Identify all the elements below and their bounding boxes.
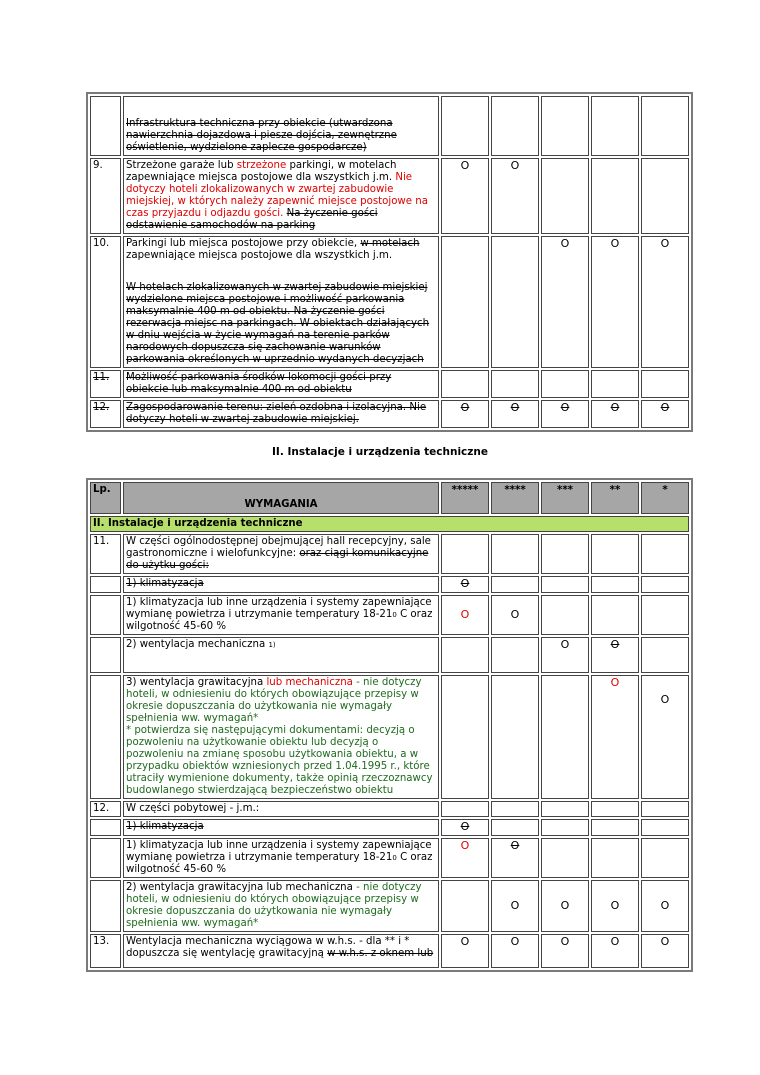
requirement-cell [123,637,439,673]
mark-cell [441,801,489,817]
mark-cell [641,801,689,817]
mark-cell [441,236,489,368]
row-number-cell [90,675,121,799]
mark-cell [641,158,689,234]
mark-o-struck: O [610,401,620,414]
header-5-stars: ***** [441,482,489,514]
requirement-text-struck: Na życzenie gości odstawienie samochodów na parking [126,208,378,231]
row-number-cell [90,880,121,932]
row-number-cell [90,819,121,836]
mark-cell [641,637,689,673]
mark-cell [641,675,689,799]
mark-cell [441,819,489,836]
mark-o-struck: O [460,401,470,414]
requirement-text: C oraz wilgotność 45-60 % [126,852,433,875]
requirement-cell [123,675,439,799]
row-number-cell [90,637,121,673]
mark-cell [641,595,689,635]
mark-o: O [610,676,620,689]
mark-o: O [660,237,670,250]
mark-cell [541,158,589,234]
table-row [90,96,689,156]
requirement-text: 2) wentylacja mechaniczna [126,639,269,650]
mark-cell [591,801,639,817]
row-number: 13. [90,934,121,968]
mark-cell [491,838,539,878]
mark-cell [591,675,639,799]
mark-cell [491,880,539,932]
requirements-table-installations [86,478,693,972]
mark-o: O [510,898,520,912]
mark-cell [591,534,639,574]
mark-cell [491,534,539,574]
mark-cell [641,576,689,593]
mark-o: O [610,237,620,250]
mark-o: O [510,159,520,172]
mark-o: O [660,693,670,706]
table-row [90,576,689,593]
table-header-row [90,482,689,514]
mark-cell [491,370,539,398]
header-4-stars: **** [491,482,539,514]
row-number: 11. [90,370,121,398]
mark-o: O [560,638,570,651]
table-row [90,880,689,932]
mark-cell [491,576,539,593]
mark-cell [541,370,589,398]
mark-cell [441,595,489,635]
group-title: II. Instalacje i urządzenia techniczne [90,516,689,532]
requirement-cell [123,595,439,635]
requirement-cell [123,880,439,932]
mark-cell [491,637,539,673]
header-2-stars: ** [591,482,639,514]
section-heading: II. Instalacje i urządzenia techniczne [272,446,488,458]
requirement-text: 1) klimatyzacja lub inne urządzenia i systemy zapewniające wymianę powietrza i utrzymanie temperatury 18-21 [126,597,432,620]
requirement-text: W części pobytowej - j.m.: [126,803,260,814]
mark-o-struck: O [510,401,520,414]
mark-o-struck: O [610,638,620,651]
row-number-cell [90,838,121,878]
mark-o: O [610,935,620,948]
table-row [90,675,689,799]
mark-cell [641,370,689,398]
mark-cell [591,158,639,234]
mark-cell [641,838,689,878]
table-row [90,236,689,368]
requirement-text-struck: w w.h.s. z oknem lub [327,948,434,959]
mark-cell [591,595,639,635]
mark-cell [441,838,489,878]
mark-cell [541,595,589,635]
requirement-cell [123,838,439,878]
requirement-cell [123,819,439,836]
mark-cell [491,158,539,234]
row-number: 12. [90,400,121,428]
requirement-cell [123,801,439,817]
mark-cell [491,96,539,156]
requirement-cell [123,576,439,593]
mark-o-struck: O [560,401,570,414]
table-row [90,801,689,817]
header-3-stars: *** [541,482,589,514]
requirement-text-note: - nie dotyczy hoteli, w odniesieniu do których obowiązujące przepisy w okresie dopuszczania do użytkowania nie wymagały spełnienia ww. wymagań* [126,677,422,724]
mark-cell [541,236,589,368]
mark-o: O [510,607,520,621]
footnote-marker: 1) [268,641,276,649]
mark-o: O [460,607,470,621]
mark-cell [541,400,589,428]
mark-cell [591,236,639,368]
mark-cell [641,934,689,968]
requirement-text-struck: Zagospodarowanie terenu: zieleń ozdobna i izolacyjna. Nie dotyczy hoteli w zwartej zabudowie miejskiej. [126,402,427,425]
row-number: 12. [90,801,121,817]
table-row [90,934,689,968]
requirements-table-parking [86,92,693,432]
mark-o-struck: O [510,839,520,852]
mark-cell [591,400,639,428]
mark-cell [591,96,639,156]
mark-o: O [610,898,620,912]
mark-o: O [460,159,470,172]
header-1-star: * [641,482,689,514]
mark-cell [591,370,639,398]
requirement-text-added: strzeżone [236,160,287,171]
requirement-cell [123,96,439,156]
mark-cell [491,236,539,368]
table-row [90,534,689,574]
requirement-text-struck: 1) klimatyzacja [126,578,204,589]
mark-cell [491,595,539,635]
mark-o-struck: O [460,820,470,833]
row-number-cell [90,576,121,593]
mark-cell [591,576,639,593]
group-row [90,516,689,532]
requirement-text-struck: oraz ciągi komunikacyjne do użytku gości: [126,548,429,571]
mark-cell [541,819,589,836]
requirement-text: 3) wentylacja grawitacyjna [126,677,267,688]
requirement-text: 2) wentylacja grawitacyjna lub mechaniczna [126,882,353,893]
header-requirements: WYMAGANIA [123,482,439,514]
requirement-cell [123,934,439,968]
table-row [90,400,689,428]
row-number-cell [90,96,121,156]
mark-cell [441,158,489,234]
table-row [90,370,689,398]
mark-cell [491,801,539,817]
mark-o: O [560,898,570,912]
requirement-text-struck: w motelach [360,238,420,249]
mark-cell [641,880,689,932]
superscript: 0 [392,611,397,619]
mark-cell [591,637,639,673]
requirement-text: parkingi, w motelach zapewniające miejsca postojowe dla wszystkich j.m. [126,160,397,183]
mark-cell [591,838,639,878]
requirement-text-struck: 1) klimatyzacja [126,821,204,832]
mark-cell [641,819,689,836]
requirement-cell [123,236,439,368]
mark-cell [441,534,489,574]
requirement-text-struck: W hotelach zlokalizowanych w zwartej zabudowie miejskiej wydzielone miejsca postojowe i możliwość parkowania maksymalnie 400 m od obiektu. Na życzenie gości rezerwacja miejsc na parkingach. W obiektach działających w dniu wejścia w życie wymagań na terenie parków narodowych dopuszcza się zachowanie warunków parkowania określonych w uprzednio wydanych decyzjach [126,282,430,365]
mark-cell [441,576,489,593]
requirement-text: C oraz wilgotność 45-60 % [126,609,433,632]
row-number-cell [90,595,121,635]
table-row [90,595,689,635]
requirement-cell [123,370,439,398]
mark-cell [441,880,489,932]
mark-o: O [460,839,470,852]
mark-cell [541,576,589,593]
mark-o: O [510,935,520,948]
mark-cell [441,637,489,673]
header-lp: Lp. [90,482,121,514]
requirement-text-note: - nie dotyczy hoteli, w odniesieniu do których obowiązujące przepisy w okresie dopuszczania do użytkowania nie wymagały spełnienia ww. wymagań* [126,882,422,929]
requirement-text: Parkingi lub miejsca postojowe przy obiekcie, [126,238,361,249]
mark-o: O [660,935,670,948]
requirement-text-struck: Możliwość parkowania środków lokomocji gości przy obiekcie lub maksymalnie 400 m od obiektu [126,372,392,395]
mark-cell [641,400,689,428]
requirement-text-added: lub mechaniczna [266,677,353,688]
requirement-text: Strzeżone garaże lub [126,160,237,171]
mark-cell [591,880,639,932]
table-row [90,637,689,673]
table-row [90,819,689,836]
mark-cell [491,819,539,836]
mark-o: O [660,898,670,912]
mark-cell [491,934,539,968]
mark-o: O [560,935,570,948]
requirement-cell [123,158,439,234]
requirement-text: W części ogólnodostępnej obejmującej hall recepcyjny, sale gastronomiczne i wielofunkcyjne: [126,536,431,559]
mark-cell [541,838,589,878]
row-number: 11. [90,534,121,574]
mark-cell [641,236,689,368]
mark-cell [541,637,589,673]
superscript: 0 [392,854,397,862]
mark-cell [541,801,589,817]
requirement-cell [123,534,439,574]
mark-cell [441,934,489,968]
mark-o: O [460,935,470,948]
mark-cell [641,96,689,156]
mark-cell [441,96,489,156]
mark-cell [541,934,589,968]
mark-cell [491,675,539,799]
mark-cell [441,400,489,428]
mark-o-struck: O [460,577,470,590]
mark-o: O [560,237,570,250]
requirement-text-added: Nie dotyczy hoteli zlokalizowanych w zwartej zabudowie miejskiej, w których należy zapewnić miejsce postojowe na czas przyjazdu i odjazdu gości. [126,172,428,219]
mark-cell [441,675,489,799]
mark-cell [641,534,689,574]
requirement-cell [123,400,439,428]
mark-cell [591,934,639,968]
requirement-footnote: * potwierdza się następującymi dokumentami: decyzją o pozwoleniu na użytkowanie obiektu lub decyzją o pozwoleniu na zmianę sposobu użytkowania obiektu, a w przypadku obiektów wzniesionych przed 1.04.1995 r., które utraciły wymienione dokumenty, także opinią rzeczoznawcy budowlanego stwierdzającą bezpieczeństwo obiektu [126,725,433,796]
mark-cell [541,96,589,156]
mark-cell [591,819,639,836]
mark-o-struck: O [660,401,670,414]
mark-cell [541,880,589,932]
row-number: 9. [90,158,121,234]
row-number: 10. [90,236,121,368]
mark-cell [541,534,589,574]
requirement-text: 1) klimatyzacja lub inne urządzenia i systemy zapewniające wymianę powietrza i utrzymanie temperatury 18-21 [126,840,432,863]
requirement-text: zapewniające miejsca postojowe dla wszystkich j.m. [126,250,393,261]
table-row [90,838,689,878]
mark-cell [491,400,539,428]
requirement-text: Wentylacja mechaniczna wyciągowa w w.h.s. - dla ** i * dopuszcza się wentylację grawitacyjną [126,936,410,959]
mark-cell [541,675,589,799]
table-row [90,158,689,234]
requirement-text-struck: Infrastruktura techniczna przy obiekcie (utwardzona nawierzchnia dojazdowa i piesze dojścia, zewnętrzne oświetlenie, wydzielone zaplecze gospodarcze) [126,118,397,153]
mark-cell [441,370,489,398]
